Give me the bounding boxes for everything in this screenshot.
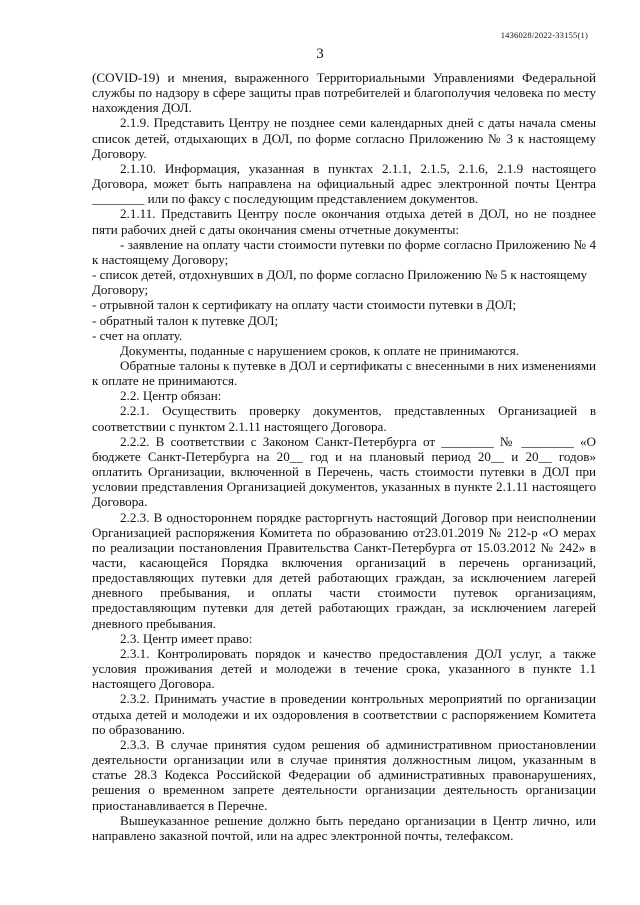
closing-decision: Вышеуказанное решение должно быть передано организации в Центр лично, или направлено заказной почтой, или на адрес электронной почты, телефаксом.	[92, 812, 596, 843]
clause-2-1-11: 2.1.11. Представить Центру после окончания отдыха детей в ДОЛ, но не позднее пяти рабочих дней с даты окончания смены отчетные документы:	[92, 206, 596, 237]
clause-2-3-1: 2.3.1. Контролировать порядок и качество предоставления ДОЛ услуг, а также условия проживания детей и молодежи в течение срока, указанного в пункте 1.1 настоящего Договора.	[92, 645, 596, 692]
clause-2-1-9: 2.1.9. Представить Центру не позднее семи календарных дней с даты начала смены список детей, отдыхающих в ДОЛ, по форме согласно Приложению № 3 к настоящему Договору.	[92, 115, 596, 161]
note-late-documents: Документы, поданные с нарушением сроков, к оплате не принимаются.	[120, 342, 520, 358]
clause-2-1-10: 2.1.10. Информация, указанная в пунктах 2.1.1, 2.1.5, 2.1.6, 2.1.9 настоящего Договора, может быть направлена на официальный адрес электронной почты Центра ________ или по факсу с последующим представлением документов.	[92, 160, 596, 207]
page-number: 3	[316, 46, 324, 62]
clause-2-2-3: 2.2.3. В одностороннем порядке расторгнуть настоящий Договор при неисполнении Организацией распоряжения Комитета по образованию от23.01.2019 № 212-р «О мерах по реализации постановления Правительства Санкт-Петербурга от 15.03.2012 № 242» в части, касающейся Порядка включения организаций в перечень организаций, предоставляющих путевки для детей работающих граждан, за исключением лагерей дневного пребывания, и оплаты части стоимости путевок организациям, предоставляющим путевки для детей работающих граждан, за исключением лагерей дневного пребывания.	[92, 509, 596, 631]
document-body	[92, 70, 596, 843]
list-item-invoice: - счет на оплату.	[92, 327, 183, 343]
clause-2-2-2: 2.2.2. В соответствии с Законом Санкт-Петербурга от ________ № ________ «О бюджете Санкт-Петербурга на 20__ год и на плановый период 20__ и 20__ годов» оплатить Организации, включенной в Перечень, часть стоимости путевки в ДОЛ при условии представления Организацией документов, указанных в пункте 2.1.11 настоящего Договора.	[92, 433, 596, 510]
clause-2-2: 2.2. Центр обязан:	[120, 388, 222, 404]
list-item-children-list: - список детей, отдохнувших в ДОЛ, по форме согласно Приложению № 5 к настоящему Договору;	[92, 267, 588, 298]
list-item-return-coupon: - обратный талон к путевке ДОЛ;	[92, 312, 279, 328]
clause-2-3-2: 2.3.2. Принимать участие в проведении контрольных мероприятий по организации отдыха детей и молодежи и их оздоровления в соответствии с распоряжением Комитета по образованию.	[92, 691, 596, 737]
list-item-coupon-certificate: - отрывной талон к сертификату на оплату части стоимости путевки в ДОЛ;	[92, 297, 517, 313]
paragraph-covid-continuation: (COVID-19) и мнения, выраженного Территориальными Управлениями Федеральной службы по надзору в сфере защиты прав потребителей и благополучия человека по месту нахождения ДОЛ.	[92, 70, 596, 116]
list-item-application: - заявление на оплату части стоимости путевки по форме согласно Приложению № 4 к настоящему Договору;	[92, 236, 596, 267]
note-return-coupons: Обратные талоны к путевке в ДОЛ и сертификаты с внесенными в них изменениями к оплате не принимаются.	[92, 357, 596, 389]
clause-2-3: 2.3. Центр имеет право:	[120, 630, 253, 646]
clause-2-3-3: 2.3.3. В случае принятия судом решения об административном приостановлении деятельности организации или в случае принятия должностным лицом, указанным в статье 28.3 Кодекса Российской Федерации об административных правонарушениях, решения о временном запрете деятельности организации деятельность организации приостанавливается в Перечне.	[92, 736, 596, 813]
clause-2-2-1: 2.2.1. Осуществить проверку документов, представленных Организацией в соответствии с пунктом 2.1.11 настоящего Договора.	[92, 403, 596, 434]
document-number: 1436028/2022-33155(1)	[500, 30, 588, 40]
